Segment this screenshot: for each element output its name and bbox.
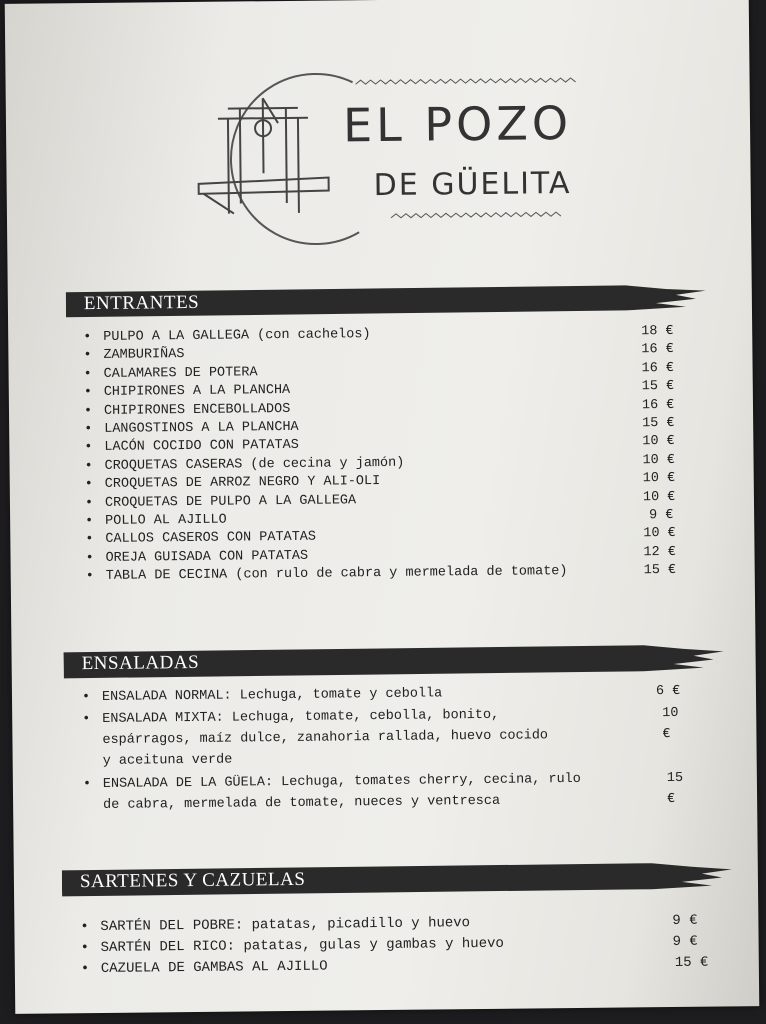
item-price: 10 € — [642, 434, 675, 450]
bullet-icon: • — [84, 422, 93, 438]
item-price: 6 € — [655, 683, 681, 700]
item-price: 16 € — [641, 360, 675, 377]
item-name: ENSALADA MIXTA: Lechuga, tomate, cebolla, bonito, espárragos, maíz dulce, zanahoria rallada, huevo cocido y aceituna verde — [102, 708, 549, 770]
item-name: CAZUELA DE GAMBAS AL AJILLO — [100, 958, 328, 977]
bullet-icon: • — [84, 458, 93, 474]
bullet-icon: • — [81, 690, 91, 706]
sartenes-list — [80, 911, 711, 981]
section-header-ensaladas — [63, 640, 723, 681]
item-name: CHIPIRONES ENCEBOLLADOS — [103, 401, 291, 419]
bullet-icon: • — [82, 712, 91, 728]
brand-subtitle: DE GÜELITA — [373, 165, 572, 204]
item-price: 9 € — [649, 508, 674, 524]
bullet-icon: • — [80, 961, 90, 978]
bullet-icon: • — [85, 514, 94, 530]
item-name: TABLA DE CECINA (con rulo de cabra y mermelada de tomate) — [105, 564, 568, 585]
item-price: 12 € — [643, 544, 676, 561]
bullet-icon: • — [84, 495, 94, 511]
item-price: 15 € — [641, 379, 675, 395]
item-name: PULPO A LA GALLEGA (con cachelos) — [103, 327, 371, 345]
item-name: POLLO AL AJILLO — [105, 512, 227, 529]
bullet-icon: • — [83, 403, 93, 419]
restaurant-logo — [177, 60, 619, 265]
item-price: 15 € — [643, 563, 677, 579]
item-name: SARTÉN DEL RICO: patatas, gulas y gambas y huevo — [100, 935, 504, 956]
item-price: 10 € — [643, 526, 676, 542]
bullet-icon: • — [80, 940, 90, 957]
item-price: 16 € — [641, 397, 675, 413]
item-price: 9 € — [672, 912, 698, 929]
section-header-sartenes — [62, 858, 732, 899]
item-price: 10 € — [642, 452, 676, 469]
item-price: 15 € — [674, 954, 709, 971]
item-name: ZAMBURIÑAS — [103, 347, 185, 364]
item-price: 15 € — [666, 771, 684, 808]
entrantes-list — [83, 323, 686, 587]
item-price: 10 € — [642, 471, 676, 487]
bullet-icon: • — [83, 348, 92, 364]
section-title: SARTENES Y CAZUELAS — [79, 868, 306, 893]
menu-sheet — [5, 0, 760, 1014]
item-name: CROQUETAS CASERAS (de cecina y jamón) — [104, 455, 405, 474]
bullet-icon: • — [85, 532, 94, 548]
ensaladas-list — [82, 683, 693, 817]
item-name: ENSALADA DE LA GÜELA: Lechuga, tomates cherry, cecina, rulo de cabra, mermelada de tomate, nueces y ventresca — [102, 772, 581, 814]
item-name: CALLOS CASEROS CON PATATAS — [105, 530, 317, 548]
item-name: CALAMARES DE POTERA — [103, 365, 258, 382]
item-price: 15 € — [642, 415, 675, 432]
item-name: SARTÉN DEL POBRE: patatas, picadillo y huevo — [100, 915, 471, 935]
bullet-icon: • — [83, 385, 92, 401]
list-item — [82, 703, 693, 772]
bullet-icon: • — [84, 477, 93, 493]
item-price: 16 € — [641, 342, 674, 358]
bullet-icon: • — [80, 919, 89, 936]
item-price: 9 € — [672, 933, 698, 950]
section-header-entrantes — [66, 281, 706, 322]
item-name: CROQUETAS DE PULPO A LA GALLEGA — [104, 492, 357, 511]
section-title: ENSALADAS — [81, 651, 200, 675]
item-name: OREJA GUISADA CON PATATAS — [105, 548, 309, 566]
bullet-icon: • — [83, 366, 92, 382]
list-item — [83, 768, 693, 816]
item-price: 10 € — [662, 706, 679, 743]
brand-title: EL POZO — [342, 95, 573, 153]
item-price: 18 € — [641, 323, 674, 340]
bullet-icon: • — [83, 330, 92, 346]
section-title: ENTRANTES — [83, 291, 200, 315]
well-illustration-icon — [177, 60, 619, 265]
bullet-icon: • — [84, 440, 93, 456]
item-name: LACÓN COCIDO CON PATATAS — [104, 438, 299, 456]
bullet-icon: • — [85, 550, 94, 566]
bullet-icon: • — [82, 777, 92, 793]
bullet-icon: • — [85, 569, 94, 585]
item-name: LANGOSTINOS A LA PLANCHA — [104, 419, 299, 437]
item-name: CHIPIRONES A LA PLANCHA — [103, 383, 291, 401]
item-name: ENSALADA NORMAL: Lechuga, tomate y cebolla — [101, 686, 443, 705]
item-name: CROQUETAS DE ARROZ NEGRO Y ALI-OLI — [104, 474, 381, 493]
item-price: 10 € — [642, 489, 676, 505]
